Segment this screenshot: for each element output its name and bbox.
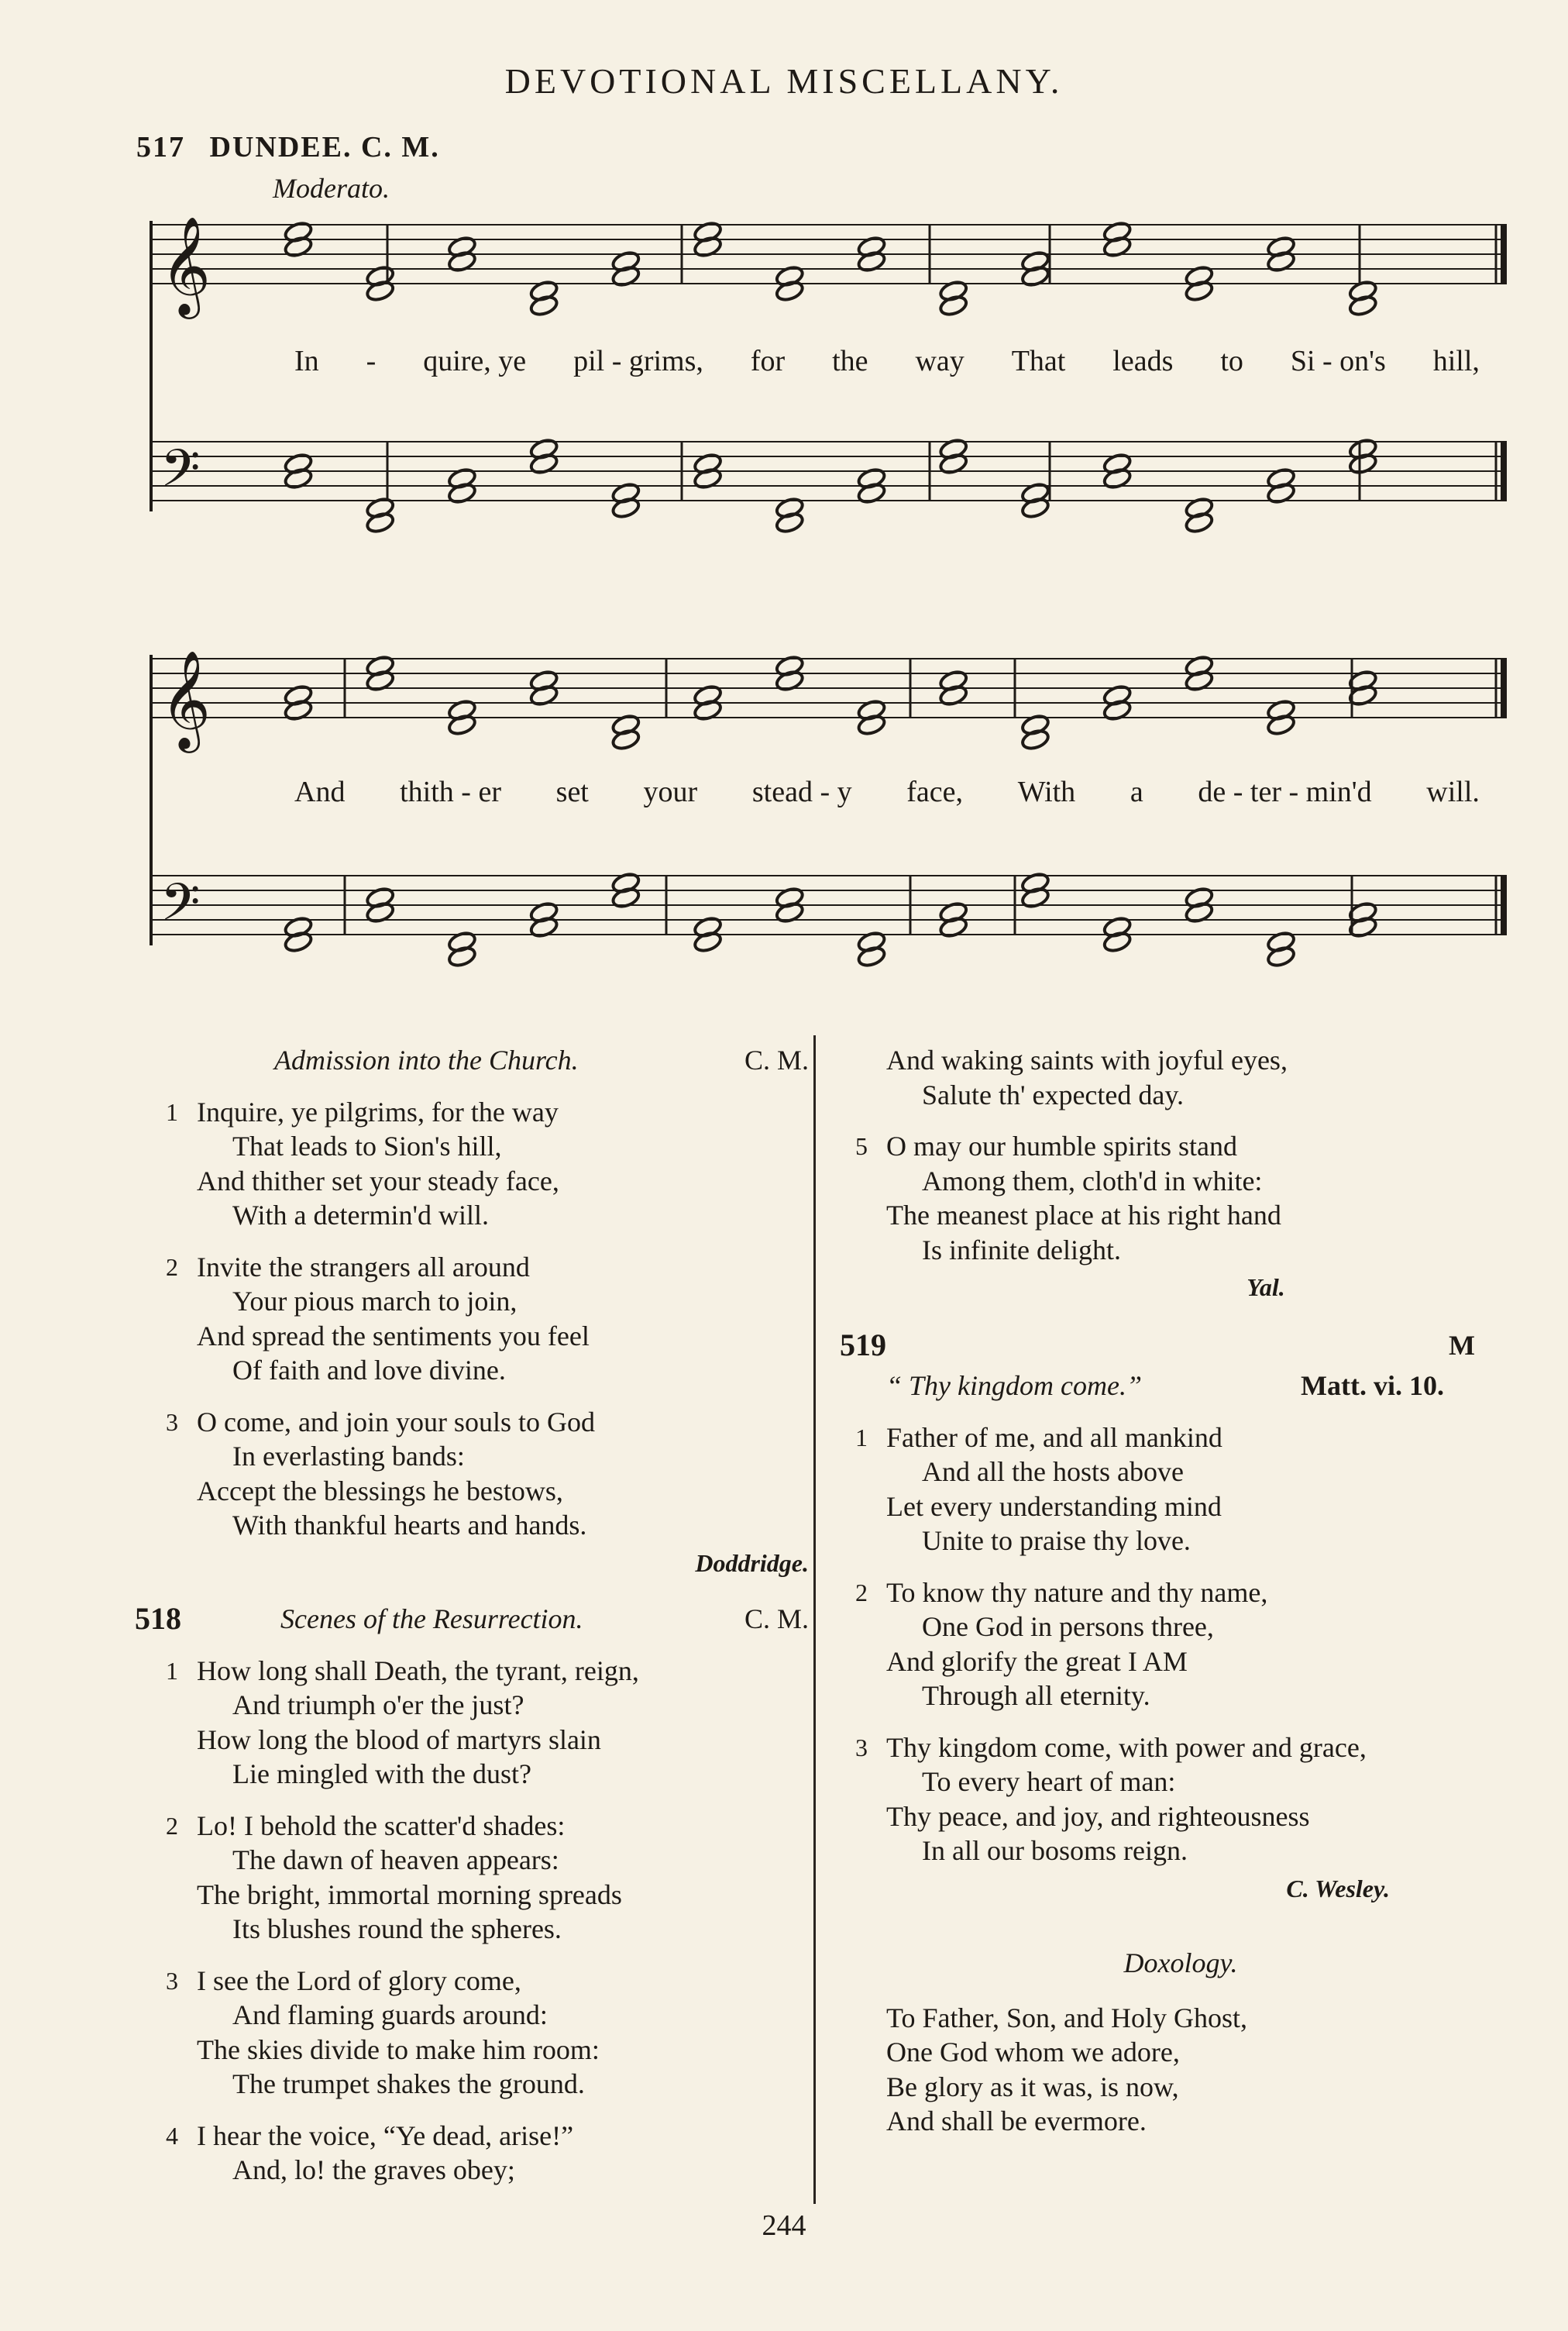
lyric-syllable: will.: [1426, 776, 1480, 808]
verse-line: Unite to praise thy love.: [922, 1525, 1191, 1556]
verse-line: O come, and join your souls to God: [197, 1406, 595, 1438]
double-bar-thick: [1501, 442, 1507, 501]
lyric-syllable: leads: [1112, 345, 1174, 377]
verse-line: And spread the sentiments you feel: [197, 1320, 590, 1351]
verse: [166, 2119, 809, 2188]
running-head: DEVOTIONAL MISCELLANY.: [504, 61, 1064, 101]
verse-line: To know thy nature and thy name,: [886, 1576, 1268, 1608]
hymn-c-number: 519: [840, 1327, 886, 1362]
hymn-c-title-line: [886, 1369, 1475, 1403]
lyric-syllable: the: [832, 345, 868, 377]
hymn-b-verses: [166, 1654, 809, 2188]
lyric-syllable: your: [643, 776, 698, 808]
lyric-syllable: Si - on's: [1290, 345, 1386, 377]
lyric-syllable: thith - er: [400, 776, 501, 808]
verse-line: I see the Lord of glory come,: [197, 1964, 521, 1996]
hymn-b-number: 518: [135, 1601, 181, 1636]
lyric-syllable: set: [555, 776, 589, 808]
lyrics-line-1: [294, 344, 1480, 378]
verse-line: Through all eternity.: [922, 1680, 1150, 1711]
doxology-title: Doxology.: [1123, 1947, 1238, 1978]
lyric-syllable: stead - y: [751, 776, 852, 808]
verse-number: 1: [166, 1097, 178, 1126]
lyric-syllable: for: [750, 345, 786, 377]
doxology-line: And shall be evermore.: [886, 2105, 1147, 2136]
doxology-line: Be glory as it was, is now,: [886, 2071, 1179, 2102]
lyric-syllable: a: [1130, 776, 1143, 808]
verse: [855, 1420, 1475, 1558]
lyric-syllable: way: [915, 345, 965, 377]
verse-number: 2: [166, 1811, 178, 1840]
verse-line: Your pious march to join,: [232, 1286, 518, 1317]
verse-line: In everlasting bands:: [232, 1441, 465, 1472]
verse-line: To every heart of man:: [922, 1766, 1176, 1797]
verse-line: And all the hosts above: [922, 1456, 1184, 1487]
verse-line: And waking saints with joyful eyes,: [886, 1045, 1288, 1076]
lyric-syllable: pil - grims,: [573, 345, 703, 377]
verse-line: And flaming guards around:: [232, 1999, 548, 2030]
hymn-c-title: “ Thy kingdom come.”: [886, 1370, 1142, 1401]
verse-line: Father of me, and all mankind: [886, 1421, 1222, 1453]
lyric-syllable: In: [294, 345, 319, 377]
verse-line: Thy kingdom come, with power and grace,: [886, 1731, 1367, 1763]
lyric-syllable: quire, ye: [423, 345, 527, 377]
verse-line: Accept the blessings he bestows,: [197, 1475, 563, 1506]
lyric-syllable: With: [1017, 776, 1076, 808]
verse: [166, 1250, 809, 1388]
tune-name: DUNDEE. C. M.: [209, 131, 440, 164]
hymn-title-admission: [197, 1043, 809, 1078]
doxology-line: To Father, Son, and Holy Ghost,: [886, 2002, 1248, 2033]
bass-clef: 𝄢: [160, 439, 201, 511]
hymn-b-author: Yal.: [1246, 1273, 1285, 1301]
music-score: [0, 0, 1568, 1007]
treble-clef: 𝄞: [160, 649, 211, 749]
lyric-syllable: And: [294, 776, 346, 808]
verse: [166, 1654, 809, 1792]
verse-line: O may our humble spirits stand: [886, 1131, 1237, 1162]
verse: [886, 1043, 1475, 1112]
hymn-c-reference: Matt. vi. 10.: [1301, 1370, 1444, 1401]
verse-line: The trumpet shakes the ground.: [232, 2068, 585, 2099]
left-column: [135, 1043, 809, 2188]
hymn-b-meter: C. M.: [744, 1603, 809, 1634]
double-bar-thick: [1501, 225, 1507, 284]
verse-line: Invite the strangers all around: [197, 1251, 530, 1283]
verse: [855, 1575, 1475, 1713]
hymn-c-author: C. Wesley.: [1286, 1874, 1390, 1902]
verse-line: And thither set your steady face,: [197, 1165, 559, 1196]
hymn-a-title: Admission into the Church.: [274, 1045, 579, 1076]
hymn-c-heading: [840, 1327, 1475, 1363]
verse-number: 2: [855, 1578, 868, 1606]
verse: [166, 1809, 809, 1947]
verse-line: I hear the voice, “Ye dead, arise!”: [197, 2119, 574, 2151]
verse-line: Of faith and love divine.: [232, 1355, 506, 1386]
verse-line: The dawn of heaven appears:: [232, 1844, 559, 1875]
verse-line: Let every understanding mind: [886, 1490, 1222, 1522]
verse-number: 5: [855, 1132, 868, 1160]
verse-number: 3: [166, 1407, 178, 1436]
verse-number: 1: [166, 1656, 178, 1685]
treble-clef: 𝄞: [160, 215, 211, 315]
verse-number: 2: [166, 1252, 178, 1281]
verse: [855, 1129, 1475, 1267]
verse-line: How long shall Death, the tyrant, reign,: [197, 1654, 639, 1686]
verse-line: Lo! I behold the scatter'd shades:: [197, 1809, 566, 1841]
hymn-title-resurrection: [135, 1601, 809, 1637]
hymn-b-title: Scenes of the Resurrection.: [280, 1603, 583, 1634]
verse-line: Its blushes round the spheres.: [232, 1913, 562, 1944]
verse-number: 3: [166, 1966, 178, 1995]
verse-line: Inquire, ye pilgrims, for the way: [197, 1096, 559, 1128]
lyric-syllable: That: [1011, 345, 1066, 377]
verse-line: The bright, immortal morning spreads: [197, 1878, 622, 1910]
right-column: [840, 1043, 1475, 2139]
verse-line: Lie mingled with the dust?: [232, 1758, 531, 1789]
verse-line: Thy peace, and joy, and righteousness: [886, 1800, 1310, 1832]
verse-line: Salute th' expected day.: [922, 1079, 1185, 1110]
verse-line: And, lo! the graves obey;: [232, 2154, 515, 2185]
verse-line: One God in persons three,: [922, 1611, 1214, 1642]
bass-clef: 𝄢: [160, 873, 201, 945]
verse-line: And triumph o'er the just?: [232, 1689, 524, 1720]
tune-number: 517: [136, 131, 185, 164]
hymn-a-verses: [166, 1095, 809, 1543]
double-bar-thick: [1501, 659, 1507, 718]
doxology-line: One God whom we adore,: [886, 2037, 1180, 2068]
verse-line: How long the blood of martyrs slain: [197, 1723, 601, 1755]
verse-number: 4: [166, 2121, 178, 2150]
verse-line: And glorify the great I AM: [886, 1645, 1188, 1677]
hymn-c-verses: [855, 1420, 1475, 1868]
verse-number: 3: [855, 1733, 868, 1761]
verse-line: That leads to Sion's hill,: [232, 1131, 502, 1162]
verse-line: In all our bosoms reign.: [922, 1835, 1188, 1866]
lyric-syllable: to: [1220, 345, 1243, 377]
verse-line: With thankful hearts and hands.: [232, 1510, 587, 1541]
lyrics-line-2: [294, 775, 1480, 809]
verse-line: The skies divide to make him room:: [197, 2033, 600, 2065]
tempo-marking: Moderato.: [273, 173, 390, 204]
column-divider: [813, 1035, 816, 2204]
lyric-syllable: face,: [906, 776, 964, 808]
hymn-a-author: Doddridge.: [695, 1548, 809, 1577]
lyric-syllable: hill,: [1432, 345, 1480, 377]
lyric-syllable: de - ter - min'd: [1198, 776, 1372, 808]
verse: [166, 1405, 809, 1543]
verse: [166, 1095, 809, 1233]
hymn-c-meter: M: [1449, 1329, 1475, 1361]
page-number: 244: [762, 2209, 806, 2242]
verse-line: Among them, cloth'd in white:: [922, 1165, 1263, 1196]
hymn-a-meter: C. M.: [744, 1045, 809, 1076]
lyric-syllable: -: [366, 345, 377, 377]
verse: [166, 1964, 809, 2102]
verse: [855, 1730, 1475, 1868]
verse-line: Is infinite delight.: [922, 1234, 1121, 1265]
hymn-b-continued: [855, 1043, 1475, 1267]
verse-number: 1: [855, 1423, 868, 1451]
double-bar-thick: [1501, 876, 1507, 935]
doxology-verse: [886, 2001, 1475, 2139]
verse-line: The meanest place at his right hand: [886, 1200, 1281, 1231]
verse-line: With a determin'd will.: [232, 1200, 489, 1231]
